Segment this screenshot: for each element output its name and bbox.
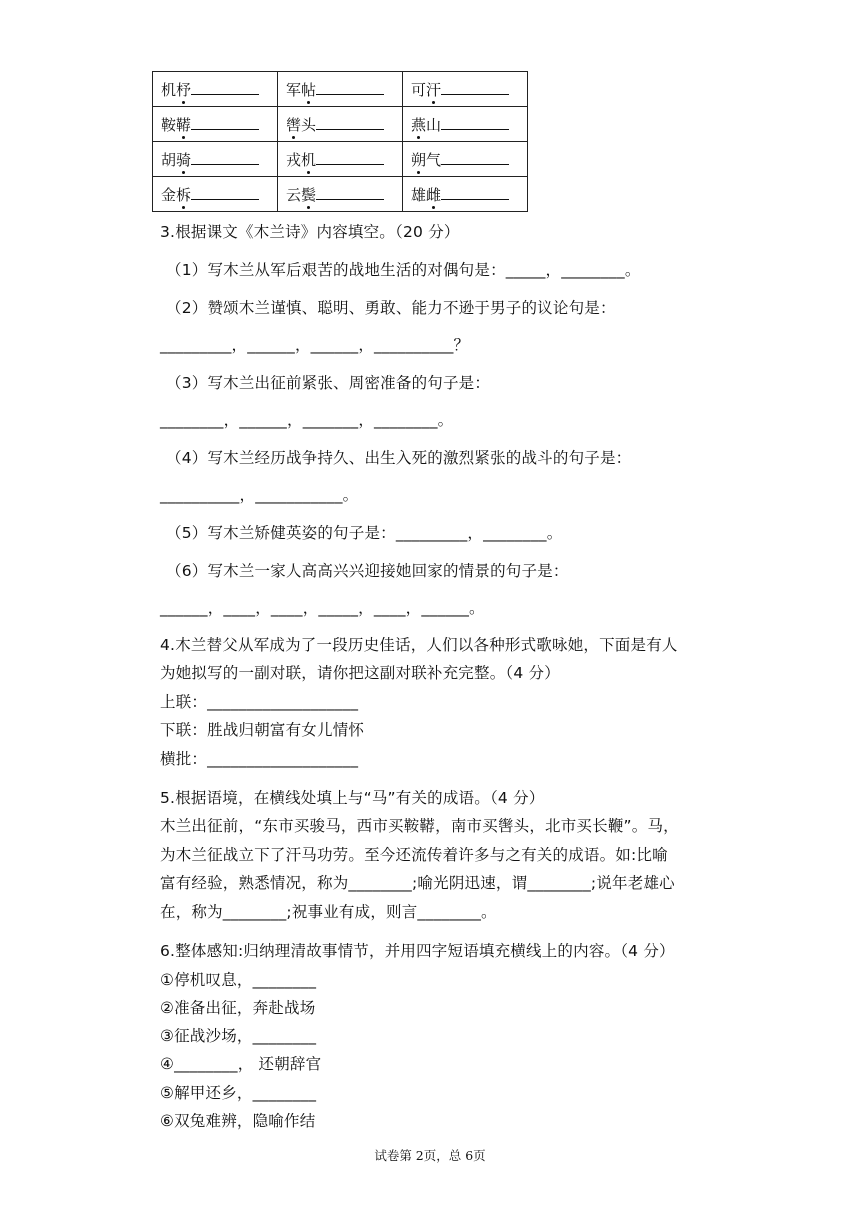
pinyin-cell <box>403 177 528 212</box>
answer-blank[interactable] <box>191 80 259 95</box>
q3-item-4: （4）写木兰经历战争持久、出生入死的激烈紧张的战斗的句子是： <box>166 449 632 467</box>
dotted-character: 骑 <box>176 150 192 169</box>
word-prefix: 军 <box>286 80 302 99</box>
answer-blank[interactable] <box>191 150 259 165</box>
plot-item-5: ⑤解甲还乡，________ <box>160 1084 317 1102</box>
dotted-character: 鞯 <box>176 115 192 134</box>
pinyin-row <box>153 72 528 107</box>
pinyin-cell <box>278 177 403 212</box>
word-prefix: 雄 <box>411 185 427 204</box>
plot-item-1: ①停机叹息，________ <box>160 971 317 989</box>
pinyin-cell <box>403 107 528 142</box>
dotted-character: 辔 <box>286 115 302 134</box>
dotted-character: 雌 <box>426 185 442 204</box>
q3-item-5: （5）写木兰矫健英姿的句子是：_________，________。 <box>166 524 563 542</box>
dotted-character: 燕 <box>411 115 427 134</box>
pinyin-cell <box>403 72 528 107</box>
dotted-character: 鬓 <box>301 185 317 204</box>
word-prefix: 戎 <box>286 150 302 169</box>
pinyin-row <box>153 142 528 177</box>
couplet-horizontal: 横批：___________________ <box>160 750 359 768</box>
answer-blank[interactable] <box>316 150 384 165</box>
question-5-title: 5.根据语境，在横线处填上与“马”有关的成语。（4 分） <box>160 789 545 807</box>
word-prefix: 云 <box>286 185 302 204</box>
q3-item-6: （6）写木兰一家人高高兴兴迎接她回家的情景的句子是： <box>166 562 569 580</box>
q3-item-3-blanks: ________，______，_______，________。 <box>160 411 454 429</box>
plot-item-2: ②准备出征，奔赴战场 <box>160 999 316 1017</box>
pinyin-cell <box>153 177 278 212</box>
dotted-character: 帖 <box>301 80 317 99</box>
page-footer: 试卷第 2页，总 6页 <box>374 1148 486 1163</box>
pinyin-row <box>153 107 528 142</box>
word-suffix: 气 <box>426 150 442 169</box>
answer-blank[interactable] <box>316 185 384 200</box>
pinyin-cell <box>278 142 403 177</box>
q5-text-3: 富有经验，熟悉情况，称为________;喻光阴迅速，谓________;说年老雄心 <box>160 874 675 892</box>
word-prefix: 机 <box>161 80 177 99</box>
q3-item-3: （3）写木兰出征前紧张、周密准备的句子是： <box>166 374 491 392</box>
pinyin-cell <box>403 142 528 177</box>
question-6-title: 6.整体感知:归纳理清故事情节，并用四字短语填充横线上的内容。（4 分） <box>160 942 675 960</box>
answer-blank[interactable] <box>191 185 259 200</box>
answer-blank[interactable] <box>316 80 384 95</box>
q5-text-1: 木兰出征前，“东市买骏马，西市买鞍鞯，南市买辔头，北市买长鞭”。马， <box>160 817 679 835</box>
couplet-lower: 下联：胜战归朝富有女儿情怀 <box>160 721 365 739</box>
plot-item-4: ④________， 还朝辞官 <box>160 1055 322 1073</box>
answer-blank[interactable] <box>441 115 509 130</box>
dotted-character: 机 <box>301 150 317 169</box>
word-prefix: 胡 <box>161 150 177 169</box>
q3-item-6-blanks: ______，____，____，_____，____，______。 <box>160 599 485 617</box>
pinyin-table <box>152 71 528 212</box>
couplet-upper: 上联：___________________ <box>160 693 359 711</box>
answer-blank[interactable] <box>316 115 384 130</box>
word-suffix: 头 <box>301 115 317 134</box>
dotted-character: 柝 <box>176 185 192 204</box>
pinyin-cell <box>153 142 278 177</box>
pinyin-cell <box>278 72 403 107</box>
answer-blank[interactable] <box>191 115 259 130</box>
dotted-character: 杼 <box>176 80 192 99</box>
q3-item-2: （2）赞颂木兰谨慎、聪明、勇敢、能力不逊于男子的议论句是： <box>166 299 616 317</box>
pinyin-row <box>153 177 528 212</box>
q5-text-2: 为木兰征战立下了汗马功劳。至今还流传着许多与之有关的成语。如:比喻 <box>160 846 668 864</box>
word-prefix: 鞍 <box>161 115 177 134</box>
dotted-character: 汗 <box>426 80 442 99</box>
answer-blank[interactable] <box>441 80 509 95</box>
word-prefix: 可 <box>411 80 427 99</box>
q3-item-2-blanks: _________，______，______，__________？ <box>160 336 470 354</box>
dotted-character: 朔 <box>411 150 427 169</box>
q5-text-4: 在，称为________;祝事业有成，则言________。 <box>160 903 497 921</box>
question-3-title: 3.根据课文《木兰诗》内容填空。（20 分） <box>160 223 460 241</box>
word-suffix: 山 <box>426 115 442 134</box>
answer-blank[interactable] <box>441 150 509 165</box>
question-4-title-cont: 为她拟写的一副对联，请你把这副对联补充完整。（4 分） <box>160 664 560 682</box>
plot-item-3: ③征战沙场，________ <box>160 1027 317 1045</box>
pinyin-cell <box>153 107 278 142</box>
answer-blank[interactable] <box>441 185 509 200</box>
q3-item-1: （1）写木兰从军后艰苦的战地生活的对偶句是：_____，________。 <box>166 261 641 279</box>
pinyin-cell <box>153 72 278 107</box>
q3-item-4-blanks: __________，___________。 <box>160 486 359 504</box>
pinyin-cell <box>278 107 403 142</box>
plot-item-6: ⑥双兔难辨，隐喻作结 <box>160 1112 316 1130</box>
word-prefix: 金 <box>161 185 177 204</box>
question-4-title: 4.木兰替父从军成为了一段历史佳话，人们以各种形式歌咏她，下面是有人 <box>160 636 678 654</box>
